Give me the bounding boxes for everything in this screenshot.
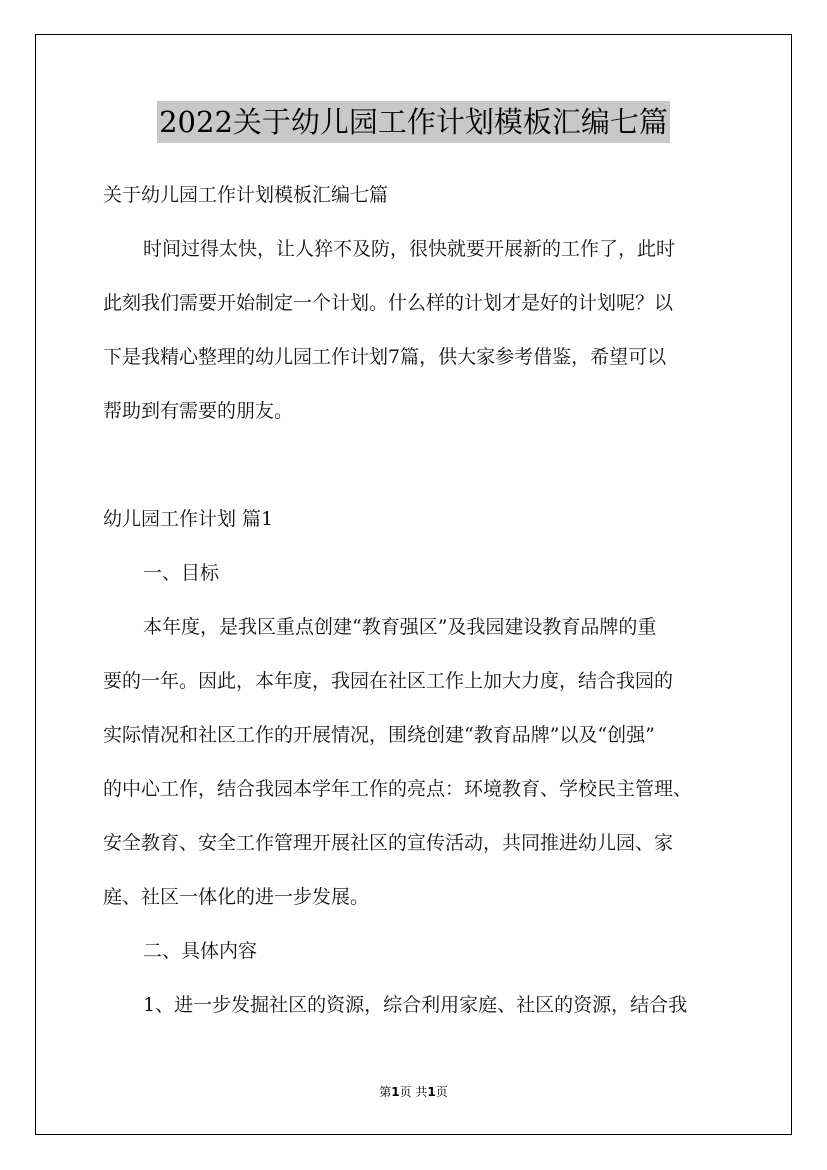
goal-line: 庭、社区一体化的进一步发展。 — [103, 886, 370, 908]
page-total: 1 — [427, 1085, 436, 1099]
section-heading: 幼儿园工作计划 篇1 — [103, 508, 274, 530]
document-title: 2022关于幼儿园工作计划模板汇编七篇 — [157, 101, 670, 143]
page-current: 1 — [391, 1085, 400, 1099]
page-suffix: 页 — [435, 1085, 448, 1099]
goal-line: 实际情况和社区工作的开展情况，围绕创建“教育品牌”以及“创强” — [103, 724, 655, 746]
document-title-block — [0, 101, 827, 143]
page-mid: 页 共 — [399, 1085, 428, 1099]
page-footer — [0, 1083, 827, 1100]
goal-line: 要的一年。因此，本年度，我园在社区工作上加大力度，结合我园的 — [103, 670, 674, 692]
goal-line: 安全教育、安全工作管理开展社区的宣传活动，共同推进幼儿园、家 — [103, 832, 674, 854]
intro-line: 下是我精心整理的幼儿园工作计划7篇，供大家参考借鉴，希望可以 — [103, 346, 667, 368]
page-prefix: 第 — [379, 1085, 392, 1099]
content-line: 1、进一步发掘社区的资源，综合利用家庭、社区的资源，结合我 — [143, 994, 688, 1016]
goal-line: 本年度，是我区重点创建“教育强区”及我园建设教育品牌的重 — [143, 616, 657, 638]
intro-line: 时间过得太快，让人猝不及防，很快就要开展新的工作了，此时 — [143, 238, 676, 260]
content-heading: 二、具体内容 — [143, 940, 258, 962]
intro-line: 此刻我们需要开始制定一个计划。什么样的计划才是好的计划呢？以 — [103, 292, 674, 314]
document-subtitle: 关于幼儿园工作计划模板汇编七篇 — [103, 184, 389, 206]
intro-line: 帮助到有需要的朋友。 — [103, 400, 294, 422]
goal-line: 的中心工作，结合我园本学年工作的亮点：环境教育、学校民主管理、 — [103, 778, 693, 800]
goal-heading: 一、目标 — [143, 562, 220, 584]
